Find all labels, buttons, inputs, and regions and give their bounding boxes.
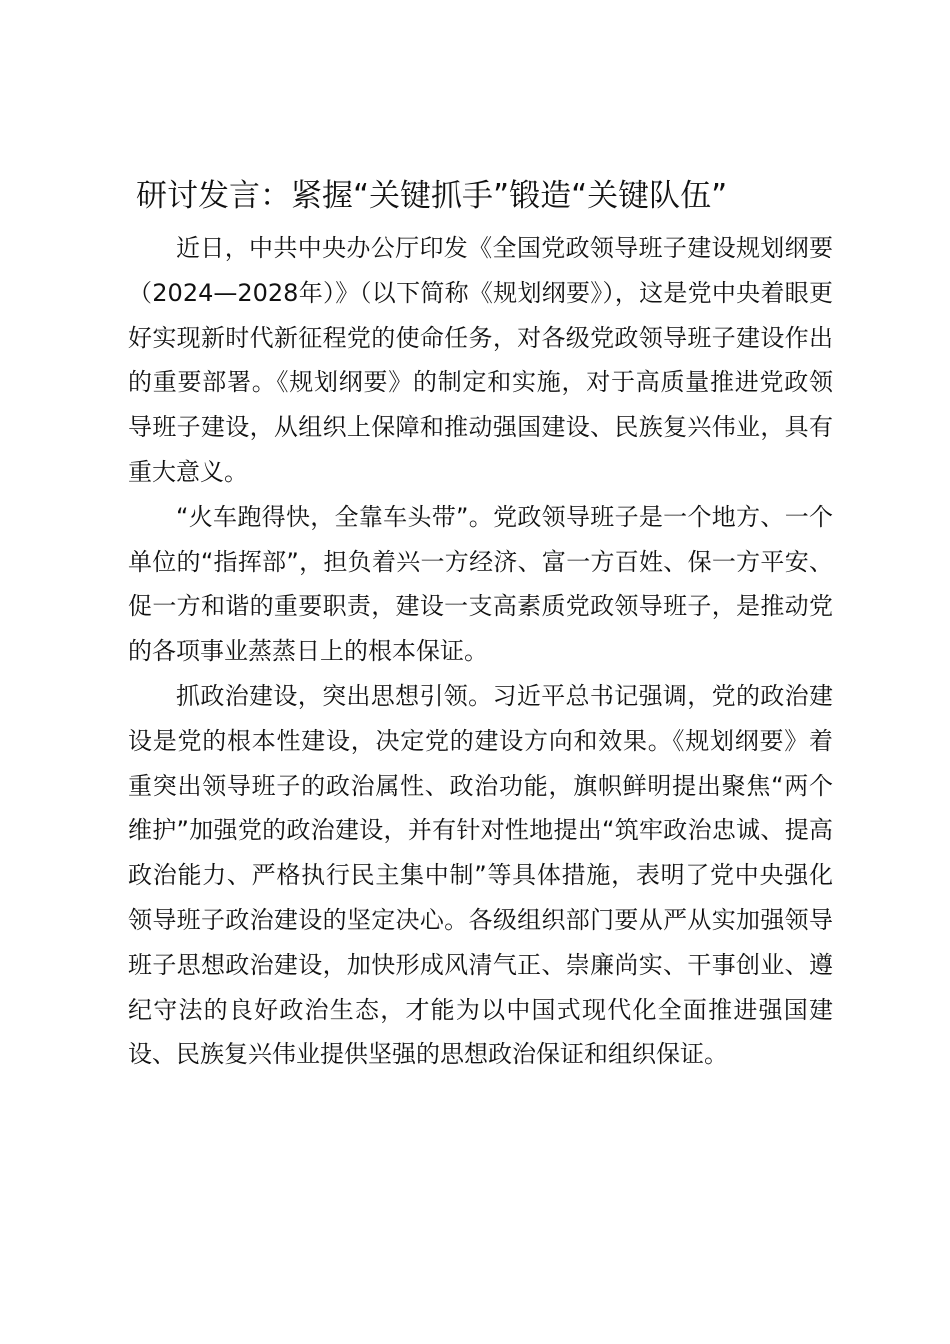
document-body — [128, 226, 833, 1077]
paragraph-2: “火车跑得快，全靠车头带”。党政领导班子是一个地方、一个单位的“指挥部”，担负着兴一方经济、富一方百姓、保一方平安、促一方和谐的重要职责，建设一支高素质党政领导班子，是推动党的各项事业蒸蒸日上的根本保证。 — [128, 502, 833, 666]
paragraph-1: 近日，中共中央办公厅印发《全国党政领导班子建设规划纲要（2024—2028年）》（以下简称《规划纲要》），这是党中央着眼更好实现新时代新征程党的使命任务，对各级党政领导班子建设作出的重要部署。《规划纲要》的制定和实施，对于高质量推进党政领导班子建设，从组织上保障和推动强国建设、民族复兴伟业，具有重大意义。 — [128, 234, 833, 486]
paragraph-3: 抓政治建设，突出思想引领。习近平总书记强调，党的政治建设是党的根本性建设，决定党的建设方向和效果。《规划纲要》着重突出领导班子的政治属性、政治功能，旗帜鲜明提出聚焦“两个维护”加强党的政治建设，并有针对性地提出“筑牢政治忠诚、提高政治能力、严格执行民主集中制”等具体措施，表明了党中央强化领导班子政治建设的坚定决心。各级组织部门要从严从实加强领导班子思想政治建设，加快形成风清气正、崇廉尚实、干事创业、遵纪守法的良好政治生态，才能为以中国式现代化全面推进强国建设、民族复兴伟业提供坚强的思想政治保证和组织保证。 — [128, 681, 833, 1069]
document-title: 研讨发言：紧握“关键抓手”锻造“关键队伍” — [136, 178, 728, 214]
